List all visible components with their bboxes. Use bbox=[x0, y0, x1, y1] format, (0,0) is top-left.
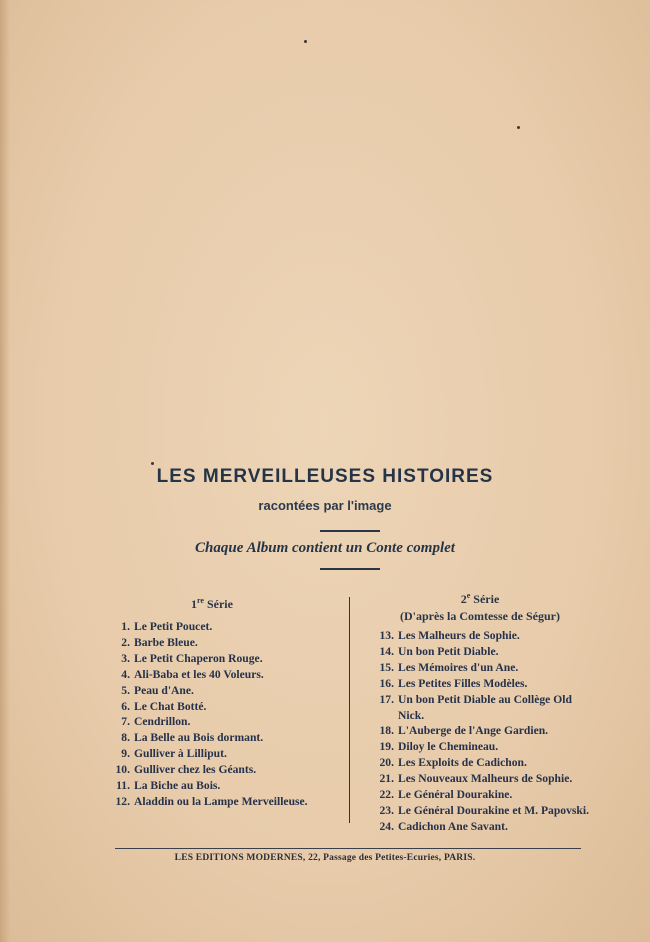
item-title: L'Auberge de l'Ange Gardien. bbox=[398, 724, 549, 738]
list-item bbox=[110, 683, 310, 699]
paper-speck bbox=[304, 40, 307, 43]
item-title: Le Petit Poucet. bbox=[134, 620, 213, 633]
list-item bbox=[110, 699, 310, 715]
item-title: Les Petites Filles Modèles. bbox=[398, 676, 528, 690]
series2-list bbox=[374, 628, 589, 835]
series1-heading-suffix: re bbox=[197, 596, 204, 605]
item-title: Cendrillon. bbox=[134, 715, 191, 729]
item-number: 9. bbox=[121, 747, 130, 761]
series2-heading-suffix: e bbox=[466, 591, 471, 600]
item-title: Diloy le Chemineau. bbox=[398, 740, 499, 754]
list-item bbox=[110, 778, 310, 794]
list-item bbox=[110, 794, 310, 810]
item-number: 3. bbox=[121, 651, 130, 665]
list-item bbox=[110, 667, 310, 683]
list-item bbox=[110, 651, 310, 667]
series2-heading bbox=[380, 591, 580, 607]
item-title: Un bon Petit Diable. bbox=[398, 644, 499, 658]
item-number: 1. bbox=[121, 620, 130, 633]
item-number: 10. bbox=[115, 763, 130, 777]
list-item bbox=[374, 723, 589, 739]
item-title: Le Petit Chaperon Rouge. bbox=[134, 651, 263, 665]
series2-subheading: (D'après la Comtesse de Ségur) bbox=[400, 609, 560, 623]
list-item bbox=[374, 771, 589, 787]
list-item bbox=[110, 635, 310, 651]
item-title: Les Exploits de Cadichon. bbox=[398, 756, 527, 770]
item-number: 12. bbox=[115, 794, 130, 808]
list-item bbox=[374, 692, 589, 724]
series-title: LES MERVEILLEUSES HISTOIRES bbox=[156, 466, 494, 487]
series1-heading-word: Série bbox=[206, 597, 233, 611]
paper-speck bbox=[517, 126, 520, 129]
paper-speck bbox=[151, 462, 154, 465]
series2-heading-word: Série bbox=[473, 592, 500, 606]
list-item bbox=[374, 660, 589, 676]
item-title: Barbe Bleue. bbox=[134, 635, 198, 649]
publisher-imprint: LES EDITIONS MODERNES, 22, Passage des Petites-Ecuries, PARIS. bbox=[174, 853, 476, 863]
list-item bbox=[374, 739, 589, 755]
item-title: Aladdin ou la Lampe Merveilleuse. bbox=[134, 794, 308, 808]
item-title: Gulliver à Lilliput. bbox=[134, 747, 227, 761]
divider-rule bbox=[320, 530, 380, 532]
item-number: 5. bbox=[121, 683, 130, 697]
item-title: Les Nouveaux Malheurs de Sophie. bbox=[398, 772, 573, 786]
list-item bbox=[374, 755, 589, 771]
item-title: Ali-Baba et les 40 Voleurs. bbox=[134, 667, 264, 681]
item-number: 21. bbox=[379, 772, 394, 786]
item-title: Les Malheurs de Sophie. bbox=[398, 629, 520, 642]
list-item bbox=[110, 714, 310, 730]
divider-rule bbox=[320, 568, 380, 570]
item-title: Un bon Petit Diable au Collège Old Nick. bbox=[398, 692, 572, 722]
list-item bbox=[374, 787, 589, 803]
item-number: 6. bbox=[121, 699, 130, 713]
series1-heading bbox=[112, 596, 312, 612]
item-number: 7. bbox=[121, 715, 130, 729]
item-number: 11. bbox=[116, 779, 130, 793]
item-number: 18. bbox=[379, 724, 394, 738]
item-title: Le Général Dourakine et M. Papovski. bbox=[398, 803, 589, 817]
list-item bbox=[374, 676, 589, 692]
item-number: 13. bbox=[379, 629, 394, 642]
series1-heading-number: 1 bbox=[191, 597, 198, 611]
list-item bbox=[110, 762, 310, 778]
item-number: 17. bbox=[379, 692, 394, 706]
list-item bbox=[374, 819, 589, 835]
item-number: 15. bbox=[379, 660, 394, 674]
column-divider bbox=[349, 597, 350, 823]
list-item bbox=[374, 628, 589, 644]
item-number: 8. bbox=[121, 731, 130, 745]
item-number: 14. bbox=[379, 644, 394, 658]
item-title: La Biche au Bois. bbox=[134, 779, 221, 793]
item-number: 2. bbox=[121, 635, 130, 649]
footer-rule bbox=[115, 848, 581, 849]
series2-heading-number: 2 bbox=[460, 592, 467, 606]
item-number: 24. bbox=[379, 819, 394, 833]
item-number: 4. bbox=[121, 667, 130, 681]
list-item bbox=[110, 730, 310, 746]
item-title: Le Chat Botté. bbox=[134, 699, 207, 713]
series1-list bbox=[110, 619, 310, 810]
series-subtitle: racontées par l'image bbox=[258, 498, 392, 513]
item-title: Les Mémoires d'un Ane. bbox=[398, 660, 519, 674]
item-title: Le Général Dourakine. bbox=[398, 788, 513, 802]
list-item bbox=[374, 803, 589, 819]
tagline: Chaque Album contient un Conte complet bbox=[195, 540, 455, 556]
list-item bbox=[374, 644, 589, 660]
item-number: 22. bbox=[379, 788, 394, 802]
item-title: Cadichon Ane Savant. bbox=[398, 819, 508, 833]
item-number: 20. bbox=[379, 756, 394, 770]
list-item bbox=[110, 746, 310, 762]
item-number: 16. bbox=[379, 676, 394, 690]
item-number: 23. bbox=[379, 803, 394, 817]
list-item bbox=[110, 619, 310, 635]
item-title: Gulliver chez les Géants. bbox=[134, 763, 257, 777]
item-title: Peau d'Ane. bbox=[134, 683, 194, 697]
item-title: La Belle au Bois dormant. bbox=[134, 731, 264, 745]
item-number: 19. bbox=[379, 740, 394, 754]
